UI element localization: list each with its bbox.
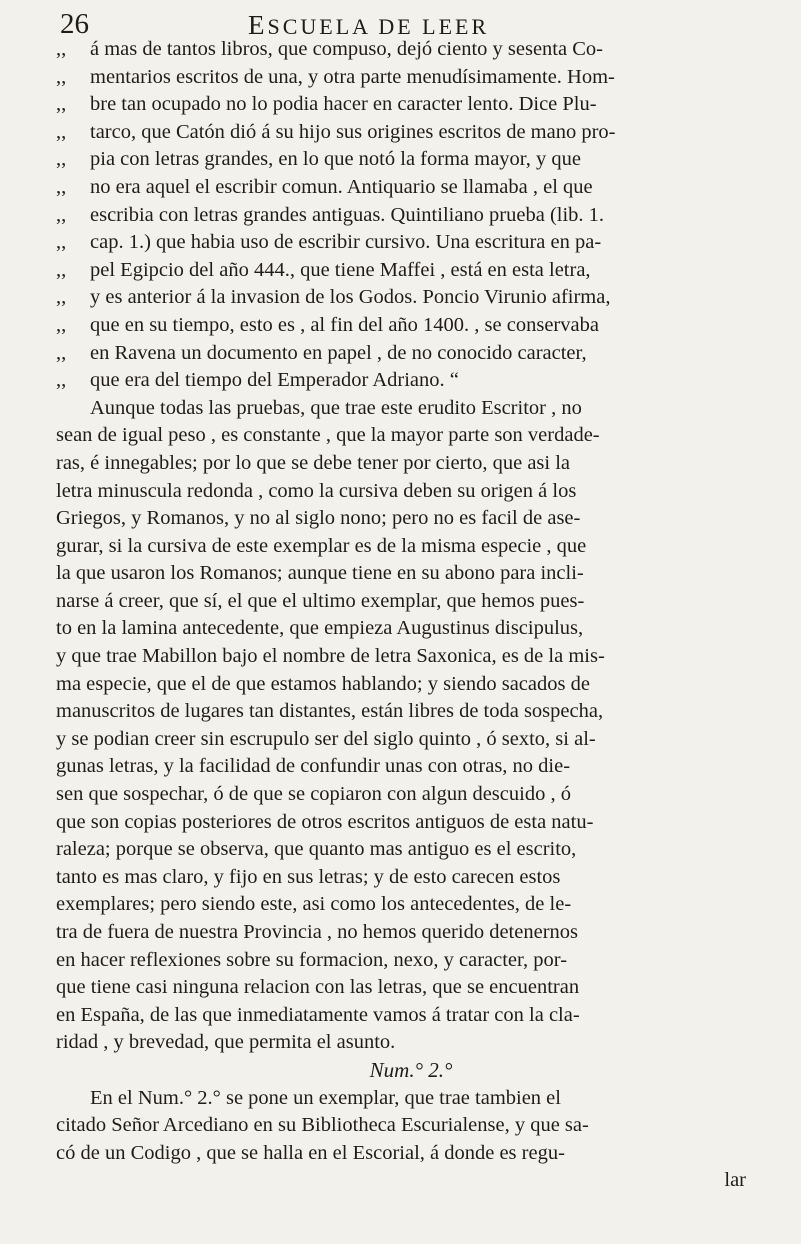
line-text: pia con letras grandes, en lo que notó la forma mayor, y que bbox=[90, 148, 582, 171]
line-text: lar bbox=[724, 1169, 746, 1192]
line-text: y es anterior á la invasion de los Godos. Poncio Virunio afirma, bbox=[90, 286, 611, 309]
text-line bbox=[56, 560, 766, 588]
text-line bbox=[56, 146, 766, 174]
text-line bbox=[56, 1029, 766, 1057]
line-text: que era del tiempo del Emperador Adriano. “ bbox=[90, 369, 459, 392]
quote-mark: ,, bbox=[56, 286, 67, 309]
line-text: y que trae Mabillon bajo el nombre de letra Saxonica, es de la mis- bbox=[56, 645, 605, 668]
line-text: narse á creer, que sí, el que el ultimo exemplar, que hemos pues- bbox=[56, 589, 585, 612]
line-text: raleza; porque se observa, que quanto mas antiguo es el escrito, bbox=[56, 838, 577, 861]
line-text: exemplares; pero siendo este, asi como los antecedentes, de le- bbox=[56, 893, 572, 916]
line-text: ras, é innegables; por lo que se debe tener por cierto, que asi la bbox=[56, 451, 571, 474]
text-line bbox=[56, 809, 766, 837]
text-line bbox=[56, 64, 766, 92]
text-line bbox=[56, 974, 766, 1002]
line-text: tanto es mas claro, y fijo en sus letras; y de esto carecen estos bbox=[56, 865, 561, 888]
line-text: que son copias posteriores de otros escritos antiguos de esta natu- bbox=[56, 810, 594, 833]
text-line bbox=[56, 367, 766, 395]
quote-mark: ,, bbox=[56, 65, 67, 88]
line-text: sean de igual peso , es constante , que la mayor parte son verdade- bbox=[56, 424, 600, 447]
text-line bbox=[56, 422, 766, 450]
text-line bbox=[56, 671, 766, 699]
line-text: gunas letras, y la facilidad de confundir unas con otras, no die- bbox=[56, 755, 571, 778]
line-text: y se podian creer sin escrupulo ser del siglo quinto , ó sexto, si al- bbox=[56, 727, 596, 750]
body-text bbox=[56, 36, 766, 1195]
quote-mark: ,, bbox=[56, 203, 67, 226]
text-line bbox=[56, 726, 766, 754]
quote-mark: ,, bbox=[56, 38, 67, 60]
text-line bbox=[56, 781, 766, 809]
text-line bbox=[56, 312, 766, 340]
quote-mark: ,, bbox=[56, 93, 67, 116]
line-text: que tiene casi ninguna relacion con las letras, que se encuentran bbox=[56, 976, 580, 999]
text-line bbox=[56, 395, 766, 423]
line-text: en España, de las que inmediatamente vamos á tratar con la cla- bbox=[56, 1003, 580, 1026]
line-text: Aunque todas las pruebas, que trae este erudito Escritor , no bbox=[90, 396, 582, 419]
text-line bbox=[56, 533, 766, 561]
line-text: pel Egipcio del año 444., que tiene Maffei , está en esta letra, bbox=[90, 258, 591, 281]
text-line bbox=[56, 753, 766, 781]
line-text: bre tan ocupado no lo podia hacer en caracter lento. Dice Plu- bbox=[90, 93, 597, 116]
text-line bbox=[56, 1140, 766, 1168]
line-text: que en su tiempo, esto es , al fin del año 1400. , se conservaba bbox=[90, 313, 599, 336]
line-text: có de un Codigo , que se halla en el Escorial, á donde es regu- bbox=[56, 1141, 565, 1164]
quote-mark: ,, bbox=[56, 120, 67, 143]
text-line bbox=[56, 91, 766, 119]
line-text: cap. 1.) que habia uso de escribir cursivo. Una escritura en pa- bbox=[90, 231, 602, 254]
line-text: mentarios escritos de una, y otra parte menudísimamente. Hom- bbox=[90, 65, 615, 88]
quote-mark: ,, bbox=[56, 341, 67, 364]
line-text: En el Num.° 2.° se pone un exemplar, que trae tambien el bbox=[90, 1086, 561, 1109]
text-line bbox=[56, 1112, 766, 1140]
line-text: no era aquel el escribir comun. Antiquario se llamaba , el que bbox=[90, 175, 593, 198]
text-line bbox=[56, 505, 766, 533]
text-line bbox=[56, 478, 766, 506]
text-line bbox=[56, 340, 766, 368]
running-head-rest: SCUELA DE LEER bbox=[267, 14, 490, 39]
page-header bbox=[60, 8, 760, 38]
quote-mark: ,, bbox=[56, 369, 67, 392]
text-line bbox=[56, 229, 766, 257]
line-text: citado Señor Arcediano en su Bibliotheca Escurialense, y que sa- bbox=[56, 1114, 589, 1137]
line-text: la que usaron los Romanos; aunque tiene en su abono para incli- bbox=[56, 562, 584, 585]
section-heading bbox=[56, 1057, 766, 1085]
running-head-initial: E bbox=[248, 10, 268, 40]
quote-mark: ,, bbox=[56, 258, 67, 281]
line-text: Num.° 2.° bbox=[369, 1057, 453, 1082]
text-line bbox=[56, 864, 766, 892]
quote-mark: ,, bbox=[56, 175, 67, 198]
line-text: letra minuscula redonda , como la cursiva deben su origen á los bbox=[56, 479, 577, 502]
text-line bbox=[56, 284, 766, 312]
text-line bbox=[56, 615, 766, 643]
quote-mark: ,, bbox=[56, 313, 67, 336]
catchword bbox=[56, 1167, 766, 1195]
text-line bbox=[56, 919, 766, 947]
line-text: á mas de tantos libros, que compuso, dejó ciento y sesenta Co- bbox=[90, 38, 603, 60]
text-line bbox=[56, 947, 766, 975]
line-text: tra de fuera de nuestra Provincia , no hemos querido detenernos bbox=[56, 921, 578, 943]
text-line bbox=[56, 836, 766, 864]
text-line bbox=[56, 588, 766, 616]
text-line bbox=[56, 202, 766, 230]
quote-mark: ,, bbox=[56, 148, 67, 171]
line-text: manuscritos de lugares tan distantes, están libres de toda sospecha, bbox=[56, 700, 604, 723]
line-text: Griegos, y Romanos, y no al siglo nono; pero no es facil de ase- bbox=[56, 507, 581, 530]
line-text: to en la lamina antecedente, que empieza Augustinus discipulus, bbox=[56, 617, 584, 640]
text-line bbox=[56, 1085, 766, 1113]
text-line bbox=[56, 698, 766, 726]
text-line bbox=[56, 36, 766, 64]
line-text: sen que sospechar, ó de que se copiaron con algun descuido , ó bbox=[56, 783, 571, 806]
line-text: tarco, que Catón dió á su hijo sus origines escritos de mano pro- bbox=[90, 120, 616, 143]
text-line bbox=[56, 119, 766, 147]
text-line bbox=[56, 643, 766, 671]
text-line bbox=[56, 1002, 766, 1030]
line-text: ma especie, que el de que estamos hablando; y siendo sacados de bbox=[56, 672, 590, 695]
line-text: escribia con letras grandes antiguas. Quintiliano prueba (lib. 1. bbox=[90, 203, 605, 226]
line-text: en hacer reflexiones sobre su formacion, nexo, y caracter, por- bbox=[56, 948, 568, 971]
text-line bbox=[56, 891, 766, 919]
text-line bbox=[56, 450, 766, 478]
line-text: gurar, si la cursiva de este exemplar es de la misma especie , que bbox=[56, 534, 587, 557]
text-line bbox=[56, 257, 766, 285]
line-text: ridad , y brevedad, que permita el asunto. bbox=[56, 1031, 396, 1054]
text-line bbox=[56, 174, 766, 202]
line-text: en Ravena un documento en papel , de no conocido caracter, bbox=[90, 341, 587, 364]
page-number: 26 bbox=[60, 8, 89, 40]
quote-mark: ,, bbox=[56, 231, 67, 254]
